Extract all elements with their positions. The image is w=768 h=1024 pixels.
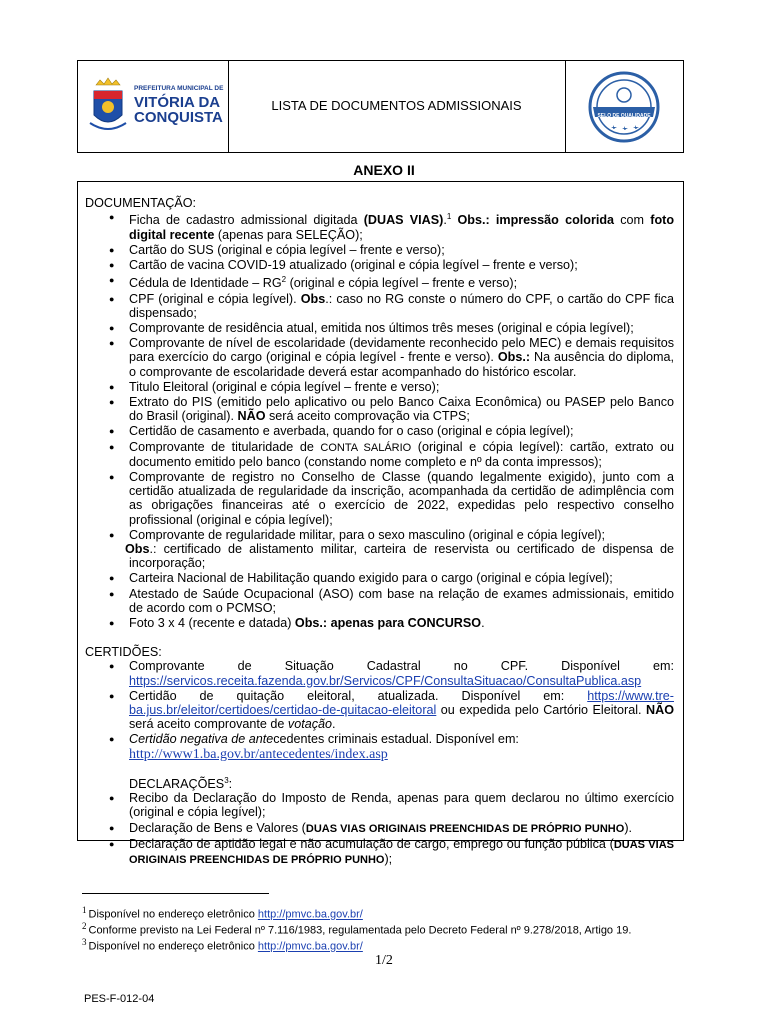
section-heading-certidoes: CERTIDÕES: [85, 645, 162, 660]
receita-cpf-link[interactable]: https://servicos.receita.fazenda.gov.br/Servicos/CPF/ConsultaSituacao/ConsultaPublica.asp [129, 673, 642, 688]
list-item: ● Comprovante de registro no Conselho de Classe (quando legalmente exigido), junto com a certidão atualizada de regularidade da inscrição, acompanhada da certidão de adimplência com as obrigações financeiras até o exercício de 2022, expedidas pelo respectivo conselho profissional (original e cópia legível); [85, 470, 674, 527]
list-item: ● Comprovante de residência atual, emitida nos últimos três meses (original e cópia legível); [85, 321, 674, 335]
section-heading-documentacao: DOCUMENTAÇÃO: [85, 196, 197, 210]
footnote-divider [82, 893, 269, 894]
section-heading-declaracoes: DECLARAÇÕES$^3$: [129, 775, 233, 792]
antecedentes-link[interactable]: http://www1.ba.gov.br/antecedentes/index.asp [129, 746, 388, 762]
logo-line-1: PREFEITURA MUNICIPAL DE [134, 85, 224, 92]
list-item: ● Cartão do SUS (original e cópia legível – frente e verso); [85, 243, 674, 257]
list-item: ● Comprovante de regularidade militar, para o sexo masculino (original e cópia legível); Obs.: certificado de alistamento militar, carteira de reservista ou certificado de dispensa de incorporação; [85, 528, 674, 571]
list-item: ● Cartão de vacina COVID-19 atualizado (original e cópia legível – frente e verso); [85, 258, 674, 272]
list-item: ● Atestado de Saúde Ocupacional (ASO) com base na relação de exames admissionais, emitido de acordo com o PCMSO; [85, 587, 674, 615]
pmvc-link-3[interactable]: http://pmvc.ba.gov.br/ [257, 940, 363, 953]
documentacao-list [85, 210, 674, 630]
list-item: ● Comprovante de titularidade de CONTA SALÁRIO (original e cópia legível): cartão, extrato ou documento emitido pelo banco (constando nome completo e nº da conta impressos); [85, 440, 674, 469]
annex-title: ANEXO II [353, 162, 415, 178]
list-item: ● Titulo Eleitoral (original e cópia legível – frente e verso); [85, 380, 674, 394]
list-item: ● Certidão negativa de antecedentes criminais estadual. Disponível em: http://www1.ba.gov.br/antecedentes/index.asp [85, 732, 674, 761]
document-title: LISTA DE DOCUMENTOS ADMISSIONAIS [228, 61, 566, 152]
logo-cell [78, 61, 229, 152]
logo-line-2: VITÓRIA DA [134, 93, 221, 111]
list-item: ● Comprovante de Situação Cadastral no CPF. Disponível em: https://servicos.receita.fazenda.gov.br/Servicos/CPF/ConsultaSituacao/ConsultaPublica.asp [85, 659, 674, 687]
footnote-2: $^2$ Conforme previsto na Lei Federal nº 7.116/1983, regulamentada pelo Decreto Federal nº 9.278/2018, Artigo 19. [82, 921, 632, 937]
city-logo-text [134, 86, 228, 125]
list-item: ● Comprovante de nível de escolaridade (devidamente reconhecido pelo MEC) e demais requisitos para exercício do cargo (original e cópia legível - frente e verso). Obs.: Na ausência do diploma, o comprovante de escolaridade deverá estar acompanhado do histórico escolar. [85, 336, 674, 379]
seal-cell [565, 61, 683, 152]
footnote-1: $^1$ Disponível no endereço eletrônico http://pmvc.ba.gov.br/ [82, 905, 363, 921]
pmvc-link-1[interactable]: http://pmvc.ba.gov.br/ [257, 908, 363, 921]
list-item: ● Carteira Nacional de Habilitação quando exigido para o cargo (original e cópia legível); [85, 571, 674, 585]
list-item: ● Recibo da Declaração do Imposto de Renda, apenas para quem declarou no último exercício (original e cópia legível); [85, 791, 674, 819]
logo-line-3: CONQUISTA [134, 108, 223, 126]
documents-box [77, 181, 684, 867]
list-item: ● Extrato do PIS (emitido pelo aplicativo ou pelo Banco Caixa Econômica) ou PASEP pelo Banco do Brasil (original). NÃO será aceito comprovação via CTPS; [85, 395, 674, 423]
list-item: ● Certidão de casamento e averbada, quando for o caso (original e cópia legível); [85, 424, 674, 438]
page-number: 1/2 [375, 953, 393, 968]
list-item: ● CPF (original e cópia legível). Obs.: caso no RG conste o número do CPF, o cartão do CPF fica dispensado; [85, 292, 674, 320]
list-item: ● Foto 3 x 4 (recente e datada) Obs.: apenas para CONCURSO. [85, 616, 674, 630]
list-item: ● Certidão de quitação eleitoral, atualizada. Disponível em: https://www.tre-ba.jus.br/eleitor/certidoes/certidao-de-quitacao-eleitoral ou expedida pelo Cartório Eleitoral. NÃO será aceito comprovante de votação. [85, 689, 674, 732]
document-code: PES-F-012-04 [84, 993, 155, 1005]
list-item: ● Ficha de cadastro admissional digitada (DUAS VIAS).$^1$ Obs.: impressão colorida com foto digital recente (apenas para SELEÇÃO); [85, 210, 674, 242]
list-item: ● Declaração de aptidão legal e não acumulação de cargo, emprego ou função pública (DUAS VIAS ORIGINAIS PREENCHIDAS DE PRÓPRIO PUNHO); [85, 837, 674, 867]
header-table [77, 60, 684, 153]
list-item: ● Cédula de Identidade – $RG^2$ (original e cópia legível – frente e verso); [85, 273, 674, 290]
list-item: ● Declaração de Bens e Valores (DUAS VIAS ORIGINAIS PREENCHIDAS DE PRÓPRIO PUNHO). [85, 821, 674, 836]
quality-seal-icon [565, 61, 683, 153]
declaracoes-list [85, 791, 674, 867]
tre-quitacao-link[interactable]: https://www.tre-ba.jus.br/eleitor/certidoes/certidao-de-quitacao-eleitoral [129, 688, 674, 718]
seal-text: SELO DE QUALIDADE [597, 113, 651, 119]
footnote-3: $^3$ Disponível no endereço eletrônico http://pmvc.ba.gov.br/ [82, 937, 363, 953]
certidoes-list [85, 659, 674, 761]
